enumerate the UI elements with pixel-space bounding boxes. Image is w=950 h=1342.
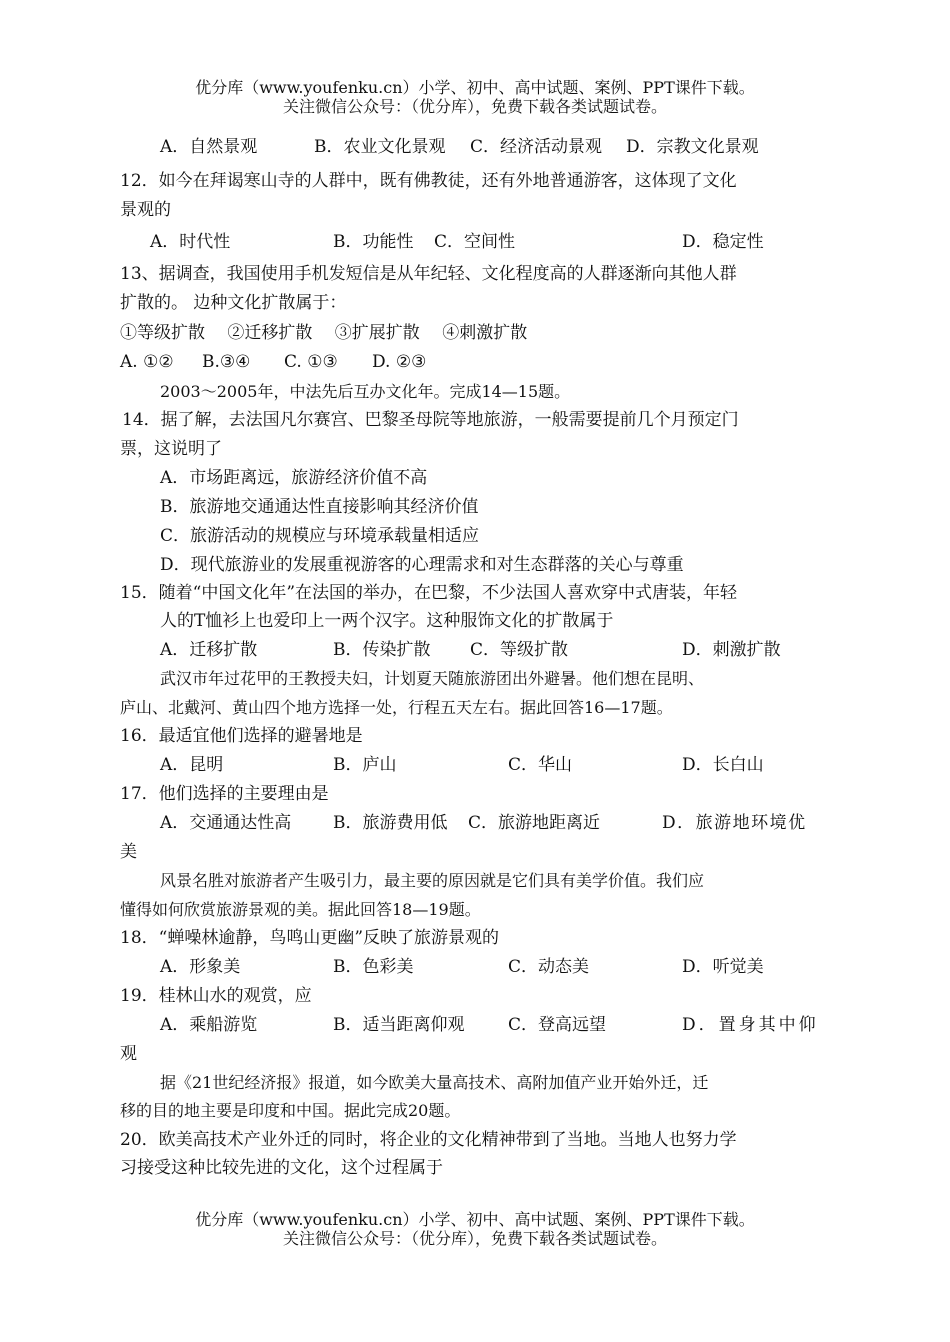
q15-option-a: A．迁移扩散 — [160, 640, 258, 660]
page-header — [0, 78, 950, 116]
header-line-2: 关注微信公众号：（优分库），免费下载各类试题试卷。 — [282, 97, 667, 116]
q18-option-d: D．听觉美 — [682, 957, 764, 977]
q13-option-a: A. ①② — [120, 352, 174, 372]
q12-option-c: C．空间性 — [434, 232, 516, 252]
q17-option-a: A．交通通达性高 — [160, 813, 292, 833]
q11-option-c: C．经济活动景观 — [470, 137, 603, 157]
q15-stem-line-1: 15．随着“中国文化年”在法国的举办，在巴黎，不少法国人喜欢穿中式唐装，年轻 — [120, 583, 738, 603]
q14-option-a: A．市场距离远，旅游经济价值不高 — [160, 468, 428, 488]
q17-stem: 17．他们选择的主要理由是 — [120, 784, 329, 804]
q12-option-d: D．稳定性 — [682, 232, 764, 252]
q16-option-d: D．长白山 — [682, 755, 764, 775]
intro-16-17-line-2: 庐山、北戴河、黄山四个地方选择一处，行程五天左右。据此回答16—17题。 — [120, 698, 673, 717]
q19-option-a: A．乘船游览 — [160, 1015, 258, 1035]
q15-stem-line-2: 人的T恤衫上也爱印上一两个汉字。这种服饰文化的扩散属于 — [160, 611, 614, 631]
q19-option-d: D．置身其中仰 — [682, 1015, 819, 1035]
q12-stem-line-2: 景观的 — [120, 200, 171, 220]
q17-option-c: C．旅游地距离近 — [468, 813, 601, 833]
q14-option-d: D．现代旅游业的发展重视游客的心理需求和对生态群落的关心与尊重 — [160, 555, 684, 575]
q14-option-c: C．旅游活动的规模应与环境承载量相适应 — [160, 526, 480, 546]
q15-option-d: D．刺激扩散 — [682, 640, 781, 660]
q18-stem: 18．“蝉噪林逾静，鸟鸣山更幽”反映了旅游景观的 — [120, 928, 500, 948]
q13-option-b: B.③④ — [202, 352, 251, 372]
q19-stem: 19．桂林山水的观赏，应 — [120, 986, 312, 1006]
q16-option-c: C．华山 — [508, 755, 573, 775]
q13-option-c: C. ①③ — [284, 352, 338, 372]
intro-20-line-2: 移的目的地主要是印度和中国。据此完成20题。 — [120, 1101, 461, 1120]
q18-option-c: C．动态美 — [508, 957, 590, 977]
page-footer — [0, 1210, 950, 1248]
intro-14-15: 2003～2005年，中法先后互办文化年。完成14—15题。 — [160, 382, 571, 401]
intro-20-line-1: 据《21世纪经济报》报道，如今欧美大量高技术、高附加值产业开始外迁，迁 — [160, 1073, 709, 1092]
q17-option-b: B．旅游费用低 — [333, 813, 448, 833]
q16-stem: 16．最适宜他们选择的避暑地是 — [120, 726, 363, 746]
q18-option-b: B．色彩美 — [333, 957, 414, 977]
footer-line-1: 优分库（www.youfenku.cn）小学、初中、高中试题、案例、PPT课件下载。 — [195, 1210, 755, 1229]
q20-stem-line-2: 习接受这种比较先进的文化，这个过程属于 — [120, 1158, 443, 1178]
q18-option-a: A．形象美 — [160, 957, 241, 977]
q12-option-a: A．时代性 — [150, 232, 231, 252]
q17-option-d-wrap: 美 — [120, 842, 137, 862]
q13-option-d: D. ②③ — [372, 352, 427, 372]
q17-option-d: D．旅游地环境优 — [662, 813, 807, 833]
q15-option-b: B．传染扩散 — [333, 640, 431, 660]
q20-stem-line-1: 20．欧美高技术产业外迁的同时，将企业的文化精神带到了当地。当地人也努力学 — [120, 1130, 737, 1150]
q11-option-b: B．农业文化景观 — [314, 137, 446, 157]
header-line-1: 优分库（www.youfenku.cn）小学、初中、高中试题、案例、PPT课件下载。 — [195, 78, 755, 97]
q19-option-b: B．适当距离仰观 — [333, 1015, 465, 1035]
q19-option-c: C．登高远望 — [508, 1015, 607, 1035]
intro-18-19-line-1: 风景名胜对旅游者产生吸引力，最主要的原因就是它们具有美学价值。我们应 — [160, 871, 705, 890]
q15-option-c: C．等级扩散 — [470, 640, 569, 660]
intro-18-19-line-2: 懂得如何欣赏旅游景观的美。据此回答18—19题。 — [120, 900, 481, 919]
q16-option-b: B．庐山 — [333, 755, 397, 775]
q14-stem-line-2: 票，这说明了 — [120, 439, 222, 459]
q11-option-a: A．自然景观 — [160, 137, 258, 157]
q12-stem-line-1: 12．如今在拜谒寒山寺的人群中，既有佛教徒，还有外地普通游客，这体现了文化 — [120, 171, 737, 191]
q13-choices: ①等级扩散 ②迁移扩散 ③扩展扩散 ④刺激扩散 — [120, 323, 528, 343]
q14-stem-line-1: 14．据了解，去法国凡尔赛宫、巴黎圣母院等地旅游，一般需要提前几个月预定门 — [122, 410, 739, 430]
q13-stem-line-1: 13、据调查，我国使用手机发短信是从年纪轻、文化程度高的人群逐渐向其他人群 — [120, 264, 737, 284]
q12-option-b: B．功能性 — [333, 232, 414, 252]
footer-line-2: 关注微信公众号：（优分库），免费下载各类试题试卷。 — [282, 1229, 667, 1248]
q19-option-d-wrap: 观 — [120, 1044, 137, 1064]
q13-stem-line-2: 扩散的。 边种文化扩散属于： — [120, 293, 347, 313]
q14-option-b: B．旅游地交通通达性直接影响其经济价值 — [160, 497, 479, 517]
q11-option-d: D．宗教文化景观 — [626, 137, 759, 157]
q16-option-a: A．昆明 — [160, 755, 224, 775]
intro-16-17-line-1: 武汉市年过花甲的王教授夫妇，计划夏天随旅游团出外避暑。他们想在昆明、 — [160, 669, 705, 688]
